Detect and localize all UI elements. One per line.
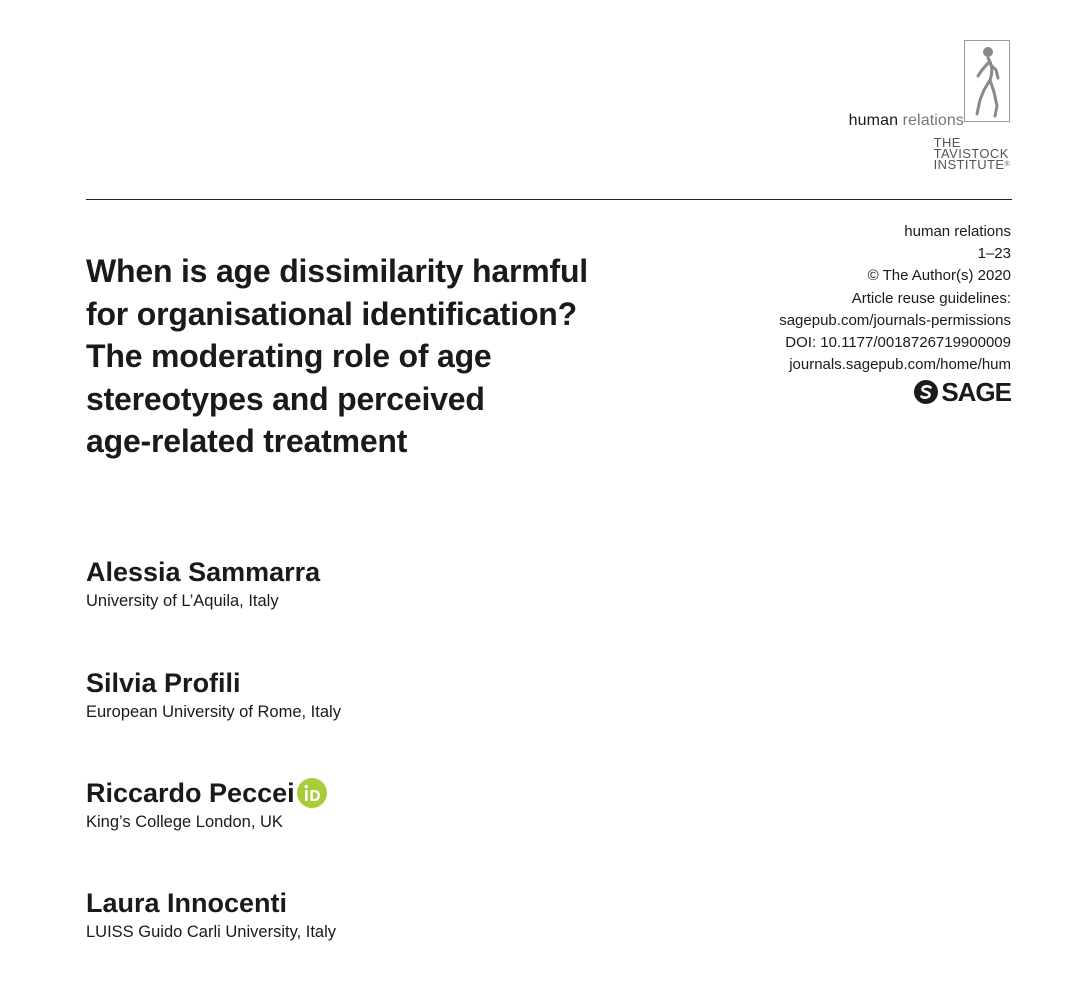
journal-brand bbox=[849, 112, 964, 130]
author-block bbox=[86, 667, 341, 723]
author-name: Riccardo Peccei bbox=[86, 778, 295, 808]
walking-figure-icon bbox=[964, 40, 1010, 122]
author-affiliation: European University of Rome, Italy bbox=[86, 703, 341, 721]
meta-reuse-label: Article reuse guidelines: bbox=[851, 289, 1011, 307]
meta-reuse-link[interactable]: sagepub.com/journals-permissions bbox=[779, 311, 1011, 329]
meta-journal-name: human relations bbox=[904, 223, 1011, 240]
title-line: stereotypes and perceived bbox=[86, 380, 485, 417]
publisher-tavistock-logo bbox=[934, 137, 1010, 170]
tavistock-line-1: THE bbox=[933, 135, 961, 150]
title-line: When is age dissimilarity harmful bbox=[86, 253, 588, 289]
author-affiliation: King’s College London, UK bbox=[86, 813, 283, 831]
orcid-icon[interactable] bbox=[296, 777, 328, 809]
meta-home-link[interactable]: journals.sagepub.com/home/hum bbox=[789, 356, 1011, 374]
meta-copyright: © The Author(s) 2020 bbox=[867, 267, 1011, 285]
author-name: Alessia Sammarra bbox=[86, 557, 321, 587]
sage-logo bbox=[913, 379, 1011, 405]
journal-logo-icon bbox=[964, 40, 1010, 122]
author-block bbox=[86, 556, 320, 612]
article-title bbox=[86, 250, 726, 463]
author-affiliation: LUISS Guido Carli University, Italy bbox=[86, 923, 337, 941]
meta-doi-link[interactable]: DOI: 10.1177/0018726719900009 bbox=[785, 334, 1011, 352]
tavistock-line-3: INSTITUTE bbox=[933, 157, 1005, 172]
title-line: for organisational identification? bbox=[86, 295, 577, 332]
journal-brand-primary: human bbox=[848, 112, 899, 129]
registered-mark: ® bbox=[1004, 161, 1010, 168]
tavistock-line-2: TAVISTOCK bbox=[933, 146, 1009, 161]
author-block bbox=[86, 777, 328, 833]
author-affiliation: University of L’Aquila, Italy bbox=[86, 592, 279, 610]
author-name: Laura Innocenti bbox=[86, 888, 288, 918]
journal-brand-secondary: relations bbox=[902, 112, 964, 129]
author-name: Silvia Profili bbox=[86, 668, 241, 698]
title-line: age-related treatment bbox=[86, 423, 408, 459]
article-meta bbox=[779, 221, 1011, 376]
author-block bbox=[86, 887, 336, 943]
sage-logo-text: SAGE bbox=[941, 377, 1011, 407]
sage-logo-icon bbox=[913, 379, 939, 405]
author-name-row bbox=[86, 777, 328, 809]
meta-pages: 1–23 bbox=[977, 245, 1011, 263]
title-line: The moderating role of age bbox=[86, 338, 492, 374]
header-divider bbox=[86, 199, 1012, 200]
